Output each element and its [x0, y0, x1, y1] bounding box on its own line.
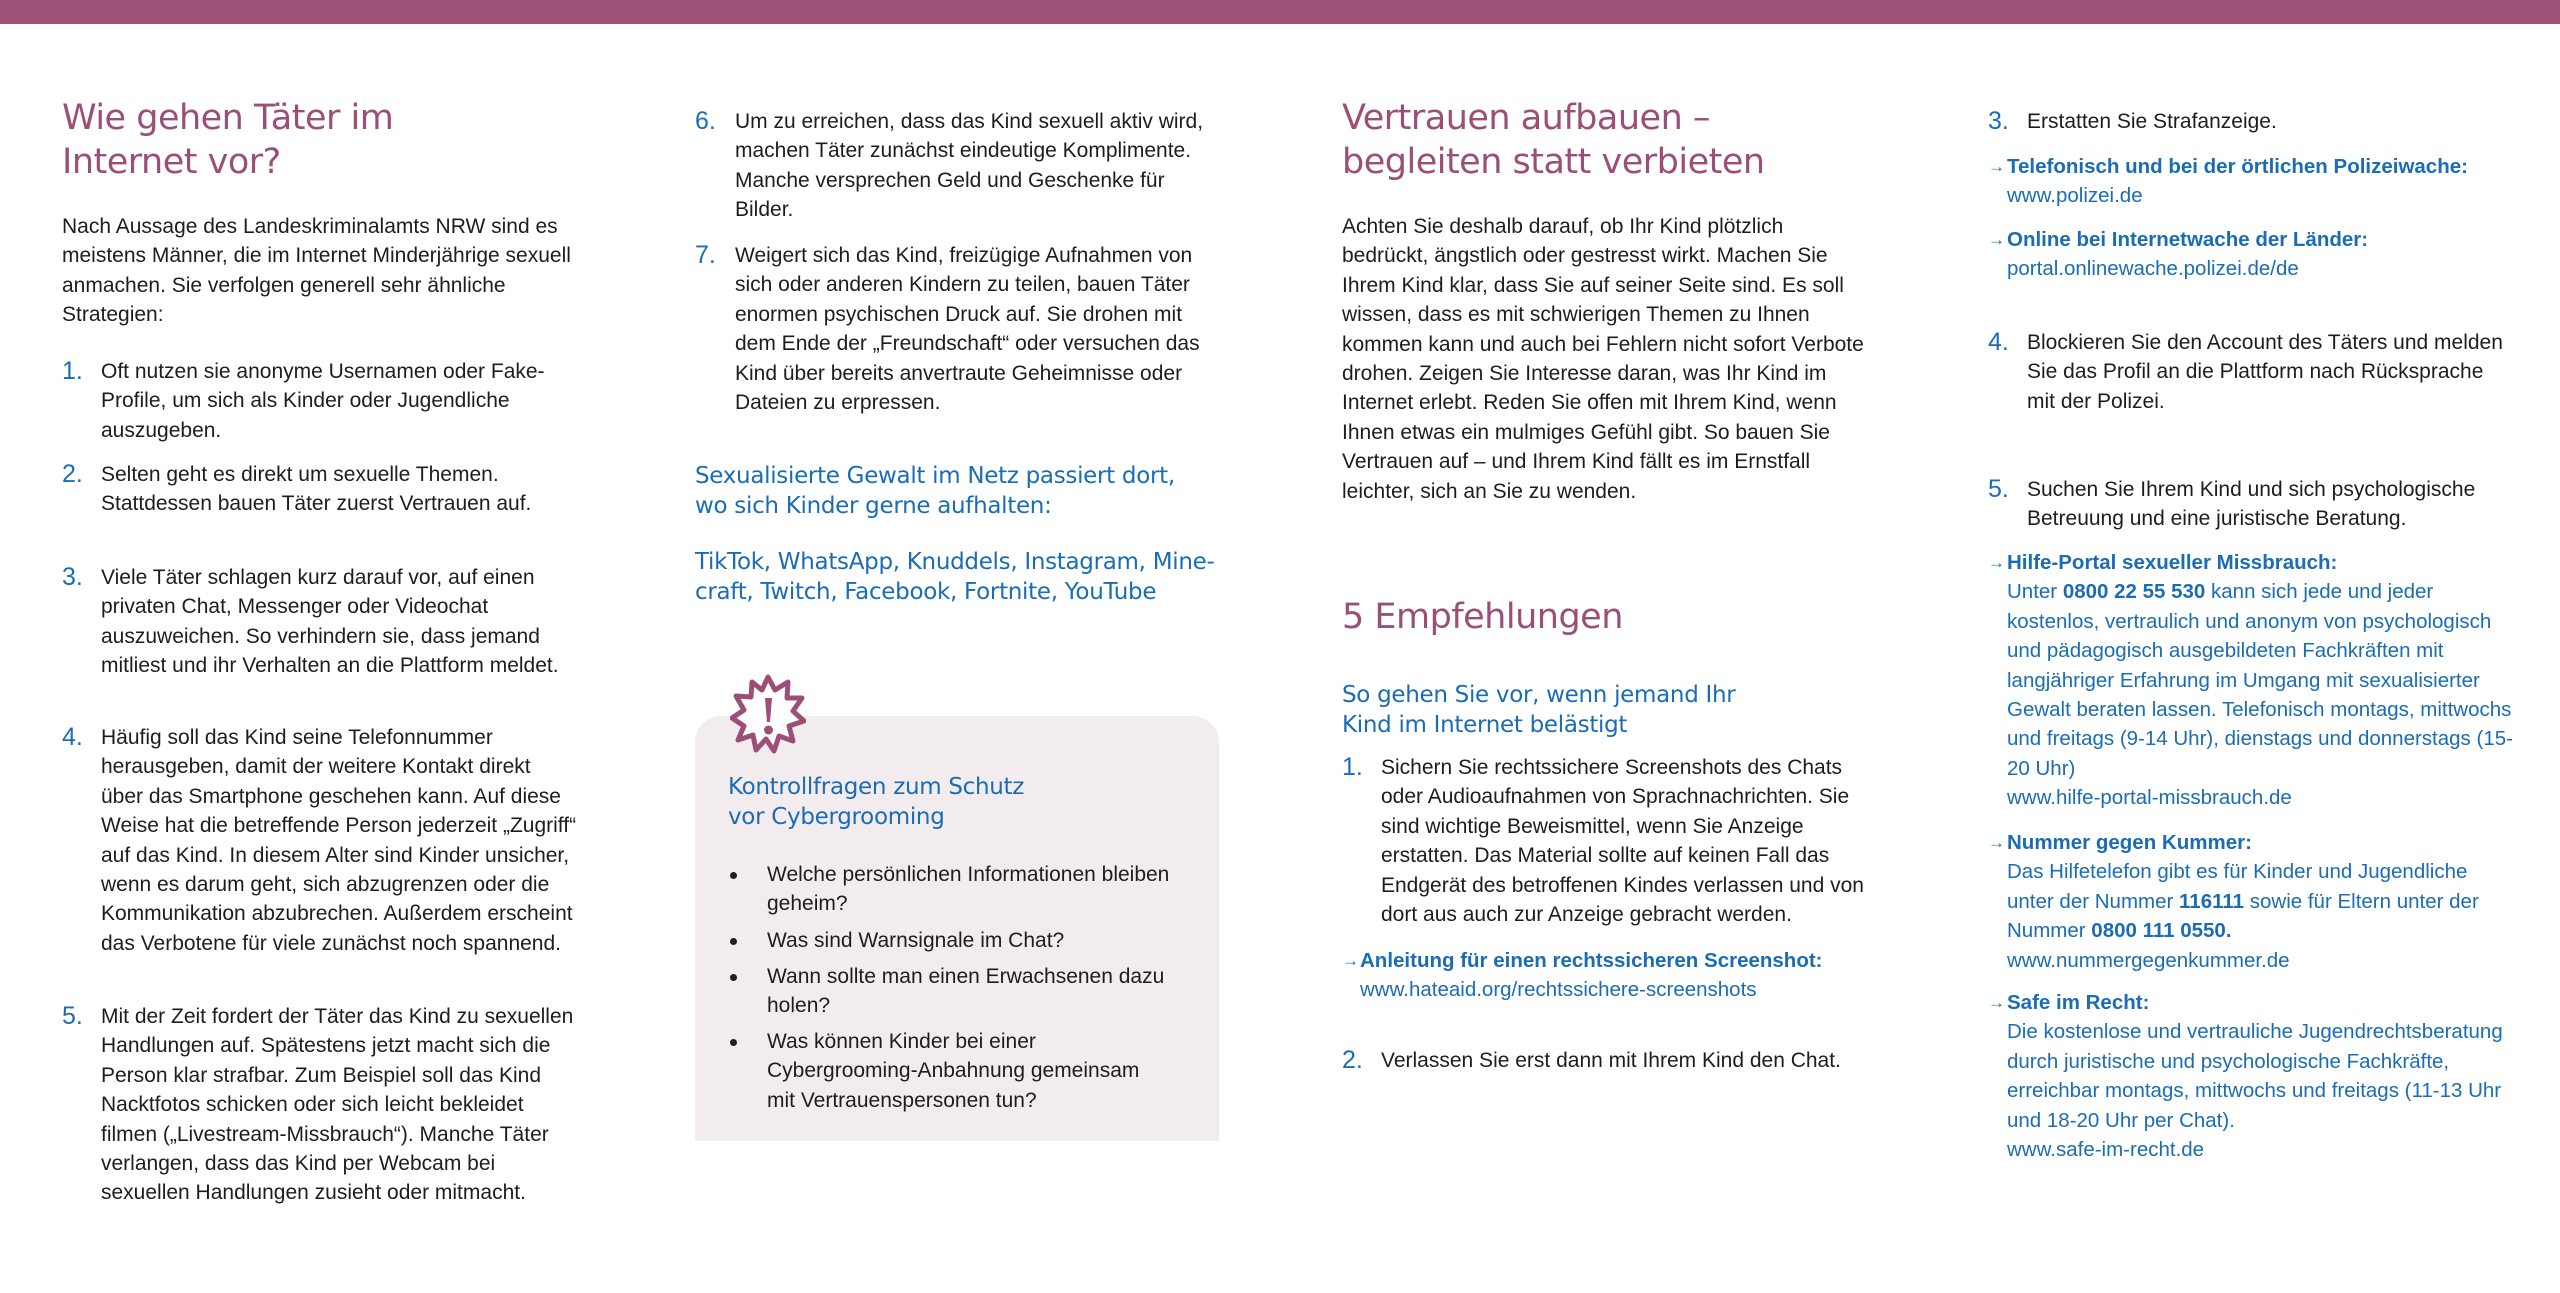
help-title: Hilfe-Portal sexueller Missbrauch:	[2007, 551, 2338, 574]
link-title: Anleitung für einen rechtssicheren Screenshot:	[1360, 949, 1823, 972]
platforms-heading	[695, 461, 1235, 521]
bullet-dot	[730, 872, 737, 879]
item-text: Verlassen Sie erst dann mit Ihrem Kind den Chat.	[1381, 1049, 1841, 1072]
subheading-line-1: So gehen Sie vor, wenn jemand Ihr	[1342, 682, 1736, 708]
box-heading-line-1: Kontrollfragen zum Schutz	[728, 774, 1025, 800]
item-text: Viele Täter schlagen kurz darauf vor, auf einen privaten Chat, Messenger oder Videochat auszuweichen. So verhindern sie, dass jemand mitliest und ihr Verhalten an die Plattform meldet.	[101, 566, 559, 678]
question-text: Was sind Warnsignale im Chat?	[767, 929, 1065, 952]
question-item	[730, 860, 1170, 919]
arrow-right-icon: →	[1988, 230, 2005, 249]
help-phone[interactable]: 116111	[2179, 889, 2245, 913]
screenshot-guide-link[interactable]	[1342, 946, 1882, 1005]
help-body	[2007, 857, 2513, 945]
column-1	[62, 96, 582, 184]
link-url[interactable]: portal.onlinewache.polizei.de/de	[2007, 257, 2299, 281]
link-title: Online bei Internetwache der Länder:	[2007, 228, 2369, 251]
help-text-post: kann sich jede und jeder kostenlos, vertraulich und anonym von psychologisch und pädagogisch ausgebildeten Fachkräften mit langjähriger Erfahrung im Umgang mit sexualisierter Gewalt beraten lassen. Telefonisch montags, mittwochs und freitags (9-14 Uhr), dienstags und donnerstags (15-20 Uhr)	[2007, 580, 2513, 780]
heading-line-1: Vertrauen aufbauen –	[1342, 98, 1710, 138]
item-number: 5.	[1988, 475, 2009, 503]
help-url[interactable]: www.hilfe-portal-missbrauch.de	[2007, 786, 2292, 810]
subheading-line-2: Kind im Internet belästigt	[1342, 712, 1628, 738]
question-text: Was können Kinder bei einer Cybergrooming-Anbahnung gemeinsam mit Vertrauenspersonen tun?	[767, 1030, 1140, 1112]
item-number: 1.	[62, 357, 83, 385]
item-text: Oft nutzen sie anonyme Usernamen oder Fake-Profile, um sich als Kinder oder Jugendliche auszugeben.	[101, 360, 545, 442]
platforms-heading-line-2: wo sich Kinder gerne aufhalten:	[695, 493, 1052, 519]
item-number: 4.	[1988, 328, 2009, 356]
item-text: Weigert sich das Kind, freizügige Aufnahmen von sich oder anderen Kindern zu teilen, bauen Täter enormen psychischen Druck auf. Sie drohen mit dem Ende der „Freundschaft“ oder versuchen das Kind über bereits anvertraute Geheimnisse oder Dateien zu erpressen.	[735, 244, 1200, 415]
arrow-right-icon: →	[1988, 993, 2005, 1012]
police-phone-link[interactable]	[1988, 152, 2528, 211]
recommendation-item	[1988, 328, 2508, 416]
item-text: Mit der Zeit fordert der Täter das Kind zu sexuellen Handlungen auf. Spätestens jetzt macht sich die Person klar strafbar. Zum Beispiel soll das Kind Nacktfotos schicken oder sich leicht bekleidet filmen („Livestream-Missbrauch“). Manche Täter verlangen, dass das Kind per Webcam bei sexuellen Handlungen zusieht oder mitmacht.	[101, 1005, 574, 1205]
heading-how-offenders-act	[62, 96, 582, 184]
help-title: Safe im Recht:	[2007, 991, 2150, 1014]
recommendations-heading-block	[1342, 595, 1842, 639]
strategy-item	[62, 723, 578, 958]
question-item	[730, 962, 1170, 1021]
platforms-list	[695, 547, 1255, 607]
recommendation-item	[1342, 753, 1877, 929]
safe-im-recht-entry	[1988, 988, 2513, 1164]
platforms-heading-line-1: Sexualisierte Gewalt im Netz passiert dort,	[695, 463, 1175, 489]
item-number: 2.	[62, 460, 83, 488]
top-color-bar	[0, 0, 2560, 24]
bullet-dot	[730, 1039, 737, 1046]
box-heading	[728, 772, 1208, 832]
strategy-item	[62, 563, 578, 681]
kummer-entry	[1988, 828, 2513, 975]
help-url[interactable]: www.safe-im-recht.de	[2007, 1138, 2205, 1162]
recommendation-item	[1988, 475, 2518, 534]
item-text: Selten geht es direkt um sexuelle Themen. Stattdessen bauen Täter zuerst Vertrauen auf.	[101, 463, 532, 516]
help-text-mid: sowie für Eltern unter der Nummer	[2007, 889, 2479, 943]
strategy-item	[62, 1002, 578, 1208]
item-text: Sichern Sie rechtssichere Screenshots des Chats oder Audioaufnahmen von Sprachnachrichten. Sie sind wichtige Beweismittel, wenn Sie Anzeige erstatten. Das Material sollte auf keinen Fall das Endgerät des betroffenen Kindes verlassen und von dort aus auch zur Anzeige gebracht werden.	[1381, 756, 1864, 927]
trust-paragraph: Achten Sie deshalb darauf, ob Ihr Kind plötzlich bedrückt, ängstlich oder gestresst wirkt. Machen Sie Ihrem Kind klar, dass Sie auf seiner Seite sind. Es soll wissen, dass es mit schwierigen Themen zu Ihnen kommen kann und auch bei Fehlern nicht sofort Verbote drohen. Zeigen Sie Interesse daran, was Ihr Kind im Internet erlebt. Reden Sie offen mit Ihrem Kind, wenn Ihnen etwas ein mulmiges Gefühl gibt. So bauen Sie Vertrauen auf – und Ihrem Kind fällt es im Ernstfall leichter, sich an Sie zu wenden.	[1342, 215, 1864, 503]
arrow-right-icon: →	[1988, 553, 2005, 572]
heading-line-1: Wie gehen Täter im	[62, 98, 394, 138]
help-portal-entry	[1988, 548, 2513, 813]
platforms-line-1: TikTok, WhatsApp, Knuddels, Instagram, Mine-	[695, 549, 1215, 575]
link-title: Telefonisch und bei der örtlichen Polizeiwache:	[2007, 155, 2468, 178]
item-text: Um zu erreichen, dass das Kind sexuell aktiv wird, machen Täter zunächst eindeutige Komplimente. Manche versprechen Geld und Geschenke für Bilder.	[735, 110, 1204, 222]
help-text-pre: Unter	[2007, 580, 2063, 604]
recommendation-item	[1988, 107, 2508, 136]
question-text: Wann sollte man einen Erwachsenen dazu holen?	[767, 965, 1165, 1018]
question-item	[730, 1027, 1170, 1115]
help-body: Die kostenlose und vertrauliche Jugendrechtsberatung durch juristische und psychologische Fachkräfte, erreichbar montags, mittwochs und freitags (11-13 Uhr und 18-20 Uhr per Chat).	[2007, 1020, 2503, 1132]
heading-build-trust	[1342, 96, 1882, 184]
help-phone-2[interactable]: 0800 111 0550.	[2091, 919, 2232, 943]
item-number: 4.	[62, 723, 83, 751]
help-body	[2007, 577, 2513, 783]
arrow-right-icon: →	[1342, 951, 1359, 970]
help-phone[interactable]: 0800 22 55 530	[2062, 580, 2206, 604]
strategy-item	[695, 107, 1225, 225]
recommendation-item	[1342, 1046, 1877, 1075]
arrow-right-icon: →	[1988, 157, 2005, 176]
heading-line-2: Internet vor?	[62, 142, 281, 182]
question-text: Welche persönlichen Informationen bleiben geheim?	[767, 863, 1170, 916]
police-online-link[interactable]	[1988, 225, 2528, 284]
arrow-right-icon: →	[1988, 833, 2005, 852]
intro-paragraph: Nach Aussage des Landeskriminalamts NRW sind es meistens Männer, die im Internet Minderjährige sexuell anmachen. Sie verfolgen generell sehr ähnliche Strategien:	[62, 215, 571, 327]
exclamation-burst-icon	[730, 674, 806, 754]
help-text-pre: Das Hilfetelefon gibt es für Kinder und Jugendliche unter der Nummer	[2007, 860, 2468, 913]
item-number: 3.	[62, 563, 83, 591]
item-number: 3.	[1988, 107, 2009, 135]
platforms-line-2: craft, Twitch, Facebook, Fortnite, YouTube	[695, 579, 1157, 605]
item-text: Blockieren Sie den Account des Täters und melden Sie das Profil an die Plattform nach Rücksprache mit der Polizei.	[2027, 331, 2503, 413]
box-heading-line-2: vor Cybergrooming	[728, 804, 945, 830]
strategy-item	[62, 357, 578, 445]
strategy-item	[62, 460, 572, 519]
item-number: 7.	[695, 241, 716, 269]
item-text: Häufig soll das Kind seine Telefonnummer herausgeben, damit der weitere Kontakt direkt über das Smartphone geschehen kann. Auf diese Weise hat die betreffende Person jederzeit „Zugriff“ auf das Kind. In diesem Alter sind Kinder unsicher, wenn es darum geht, sich abzugrenzen oder die Kommunikation abzubrechen. Außerdem erscheint das Verbotene für viele zunächst noch spannend.	[101, 726, 577, 955]
help-url[interactable]: www.nummergegenkummer.de	[2007, 948, 2290, 972]
item-number: 1.	[1342, 753, 1363, 781]
item-text: Erstatten Sie Strafanzeige.	[2027, 110, 2277, 133]
heading-recommendations: 5 Empfehlungen	[1342, 597, 1623, 637]
item-number: 6.	[695, 107, 716, 135]
item-number: 5.	[62, 1002, 83, 1030]
column-3-heading-block	[1342, 96, 1882, 184]
bullet-dot	[730, 938, 737, 945]
bullet-dot	[730, 974, 737, 981]
item-text: Suchen Sie Ihrem Kind und sich psychologische Betreuung und eine juristische Beratung.	[2027, 478, 2476, 531]
item-number: 2.	[1342, 1046, 1363, 1074]
link-url[interactable]: www.polizei.de	[2007, 184, 2143, 208]
help-title: Nummer gegen Kummer:	[2007, 831, 2252, 854]
recommendations-subheading	[1342, 680, 1842, 740]
strategy-item	[695, 241, 1225, 417]
heading-line-2: begleiten statt verbieten	[1342, 142, 1765, 182]
question-item	[730, 926, 1170, 955]
link-url[interactable]: www.hateaid.org/rechtssichere-screenshots	[1360, 978, 1757, 1002]
